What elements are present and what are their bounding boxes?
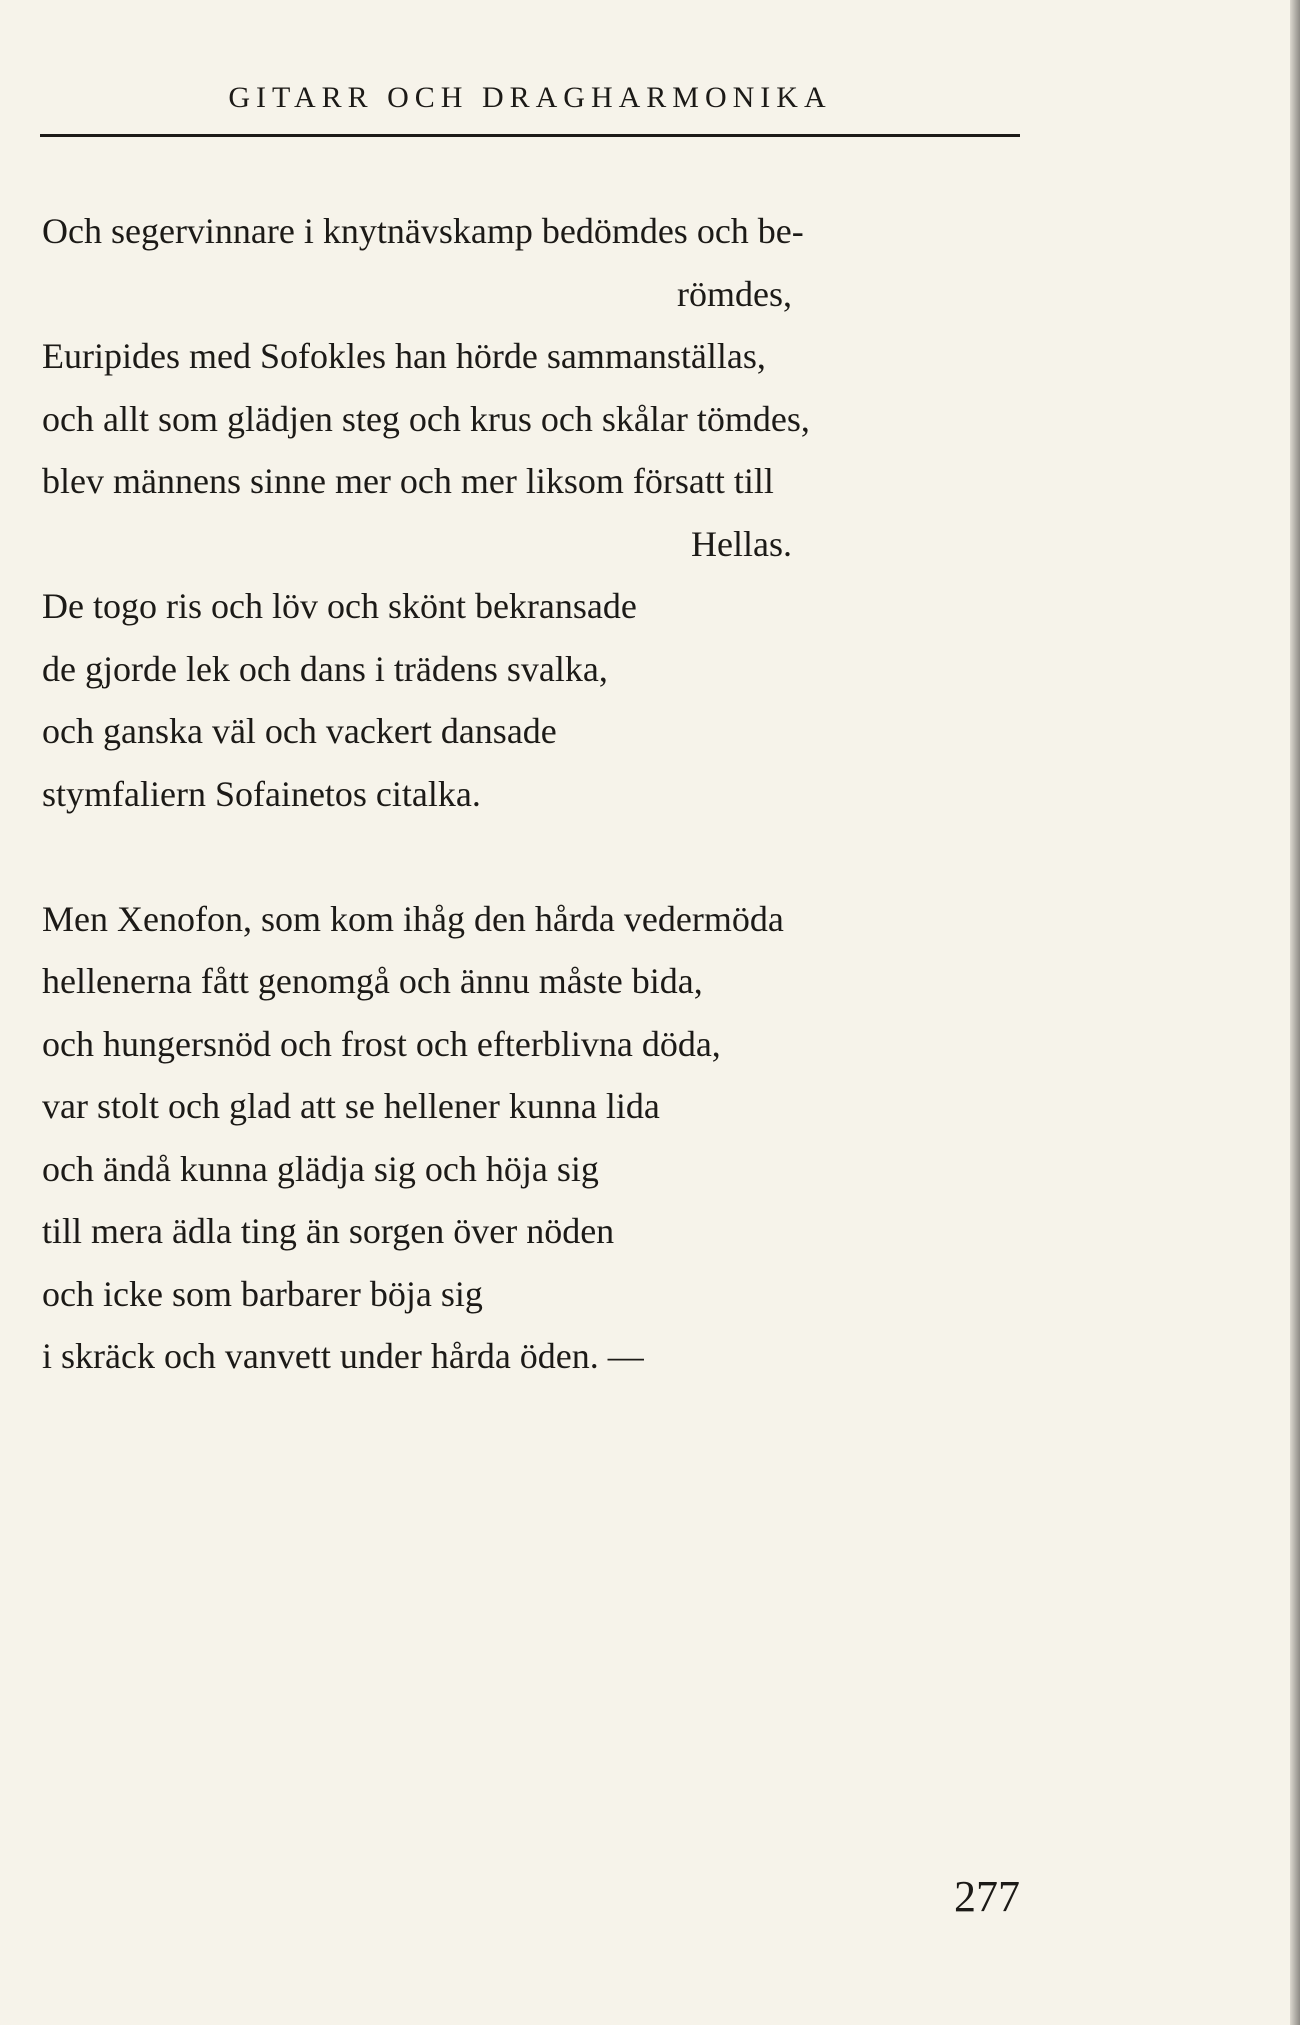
poem-line-continuation: Hellas. — [691, 523, 792, 564]
poem-line: och ändå kunna glädja sig och höja sig — [42, 1148, 599, 1189]
stanza-break — [42, 825, 1022, 888]
poem-line: och allt som glädjen steg och krus och skålar tömdes, — [42, 398, 810, 439]
poem-body — [42, 200, 1022, 1388]
poem-line: Men Xenofon, som kom ihåg den hårda vedermöda — [42, 898, 784, 939]
poem-line: De togo ris och löv och skönt bekransade — [42, 586, 637, 626]
poem-line: hellenerna fått genomgå och ännu måste bida, — [42, 961, 703, 1001]
page-edge-shadow — [1290, 0, 1300, 2025]
poem-line: stymfaliern Sofainetos citalka. — [42, 773, 481, 814]
poem-line: Och segervinnare i knytnävskamp bedömdes och be- — [42, 211, 804, 251]
poem-line: och icke som barbarer böja sig — [42, 1273, 483, 1314]
poem-line: de gjorde lek och dans i trädens svalka, — [42, 648, 608, 689]
poem-line: i skräck och vanvett under hårda öden. — — [42, 1336, 644, 1376]
poem-line: till mera ädla ting än sorgen över nöden — [42, 1211, 615, 1251]
poem-line: och ganska väl och vackert dansade — [42, 711, 557, 751]
poem-line: Euripides med Sofokles han hörde sammanställas, — [42, 336, 766, 376]
poem-line: och hungersnöd och frost och efterblivna döda, — [42, 1023, 721, 1064]
page-number: 277 — [954, 1872, 1020, 1921]
poem-line: blev männens sinne mer och mer liksom försatt till — [42, 461, 774, 501]
poem-line-continuation: römdes, — [677, 273, 792, 314]
header-rule — [40, 134, 1020, 137]
running-header: GITARR OCH DRAGHARMONIKA — [228, 81, 832, 114]
poem-line: var stolt och glad att se hellener kunna lida — [42, 1086, 660, 1126]
